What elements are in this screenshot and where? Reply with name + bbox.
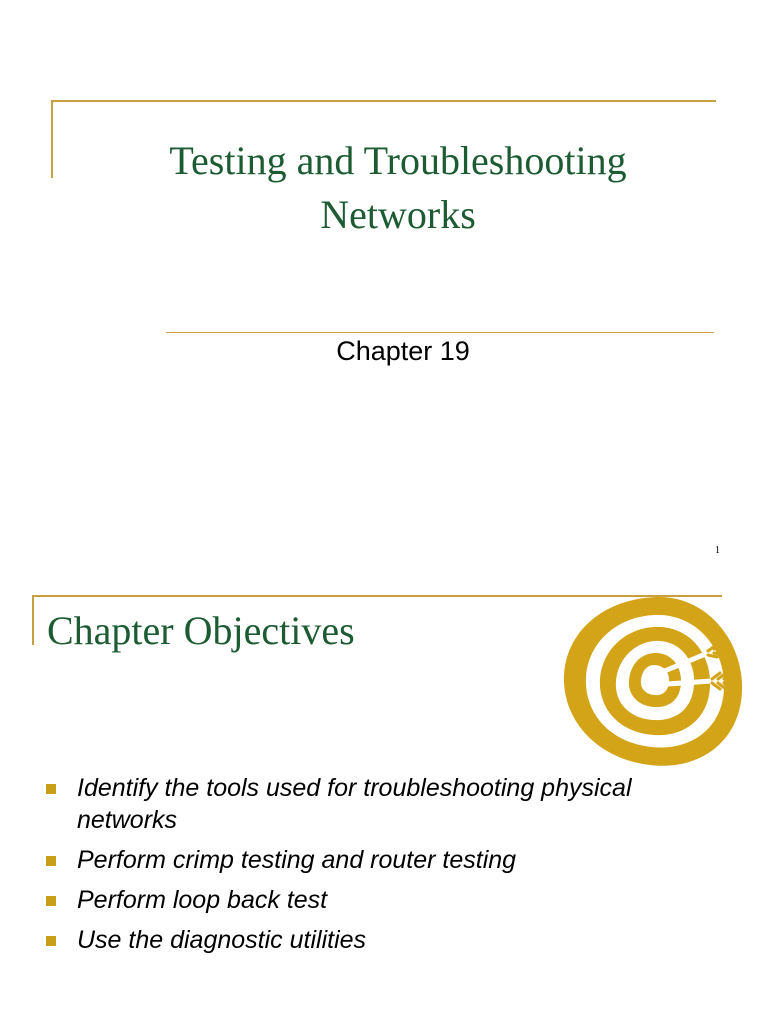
- left-rule: [32, 595, 34, 645]
- slide-subtitle: Chapter 19: [336, 336, 470, 366]
- square-bullet-icon: [46, 936, 56, 946]
- list-item: [46, 924, 726, 956]
- list-item: [46, 884, 726, 916]
- page-number: 1: [715, 545, 720, 556]
- slide-title: [60, 134, 736, 242]
- slide-title-line-1: Testing and Troubleshooting: [169, 138, 627, 183]
- list-item-text: Perform crimp testing and router testing: [77, 846, 517, 874]
- list-item: [46, 772, 726, 836]
- objectives-slide: [0, 576, 768, 1024]
- left-rule: [51, 100, 53, 178]
- top-rule: [51, 100, 716, 102]
- list-item: [46, 844, 726, 876]
- square-bullet-icon: [46, 896, 56, 906]
- slide-title: Chapter Objectives: [47, 608, 355, 653]
- objectives-list: [46, 772, 726, 964]
- square-bullet-icon: [46, 856, 56, 866]
- list-item-text: Perform loop back test: [77, 886, 328, 914]
- slide-title-line-2: Networks: [320, 192, 476, 237]
- square-bullet-icon: [46, 784, 56, 794]
- target-with-arrows-icon: [558, 593, 754, 769]
- list-item-text: Use the diagnostic utilities: [77, 926, 367, 954]
- subtitle-rule: [166, 332, 714, 333]
- list-item-text: Identify the tools used for troubleshooting physical networks: [77, 774, 632, 834]
